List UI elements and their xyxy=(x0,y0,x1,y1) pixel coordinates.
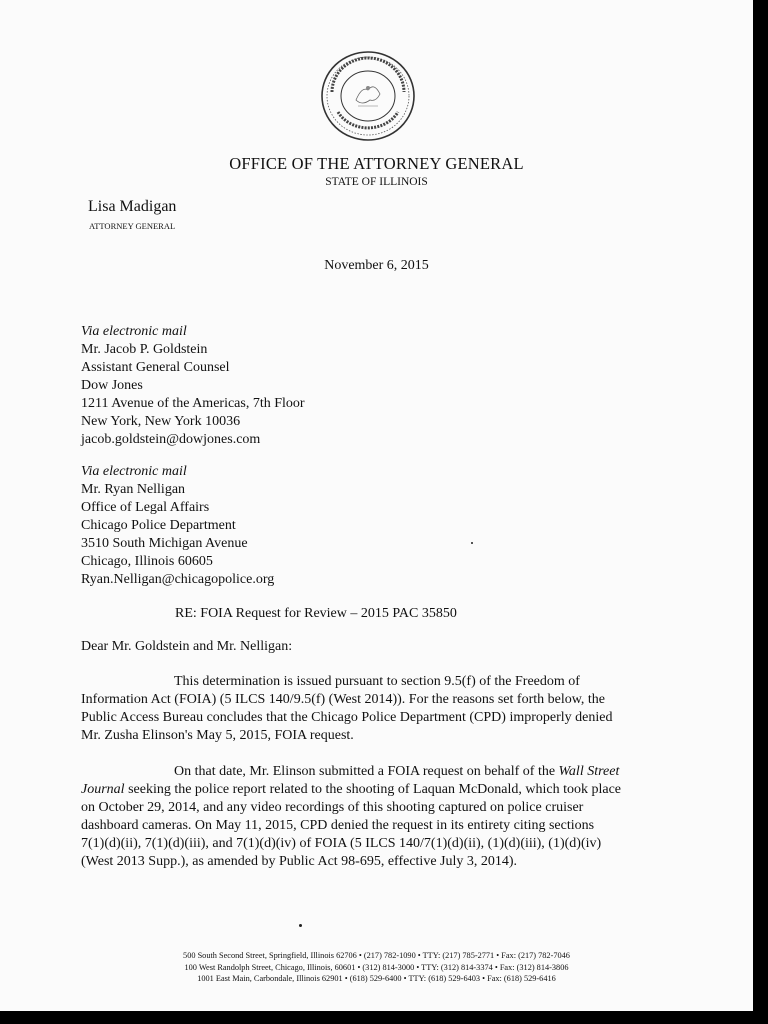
footer-line: 500 South Second Street, Springfield, Illinois 62706 • (217) 782-1090 • TTY: (217) 785-2771 • Fax: (217) 782-7046 xyxy=(183,951,570,960)
paragraph-line: This determination is issued pursuant to section 9.5(f) of the Freedom of xyxy=(174,674,580,689)
state-heading: STATE OF ILLINOIS xyxy=(325,176,428,188)
page-dot xyxy=(299,924,302,927)
publication-name: Journal xyxy=(81,782,125,797)
subject-line: RE: FOIA Request for Review – 2015 PAC 35850 xyxy=(175,606,457,621)
paragraph-line: Public Access Bureau concludes that the Chicago Police Department (CPD) improperly denied xyxy=(81,710,613,725)
paragraph-line: Mr. Zusha Elinson's May 5, 2015, FOIA request. xyxy=(81,728,354,743)
address-line: 1211 Avenue of the Americas, 7th Floor xyxy=(81,396,305,411)
paragraph-line xyxy=(81,781,621,799)
paragraph-line: on October 29, 2014, and any video recordings of this shooting captured on police cruiser xyxy=(81,800,584,815)
delivery-method: Via electronic mail xyxy=(81,464,187,479)
body-paragraph-1 xyxy=(81,673,612,745)
footer-line: 100 West Randolph Street, Chicago, Illinois, 60601 • (312) 814-3000 • TTY: (312) 814-3374 • Fax: (312) 814-3806 xyxy=(184,962,569,972)
footer-line: 1001 East Main, Carbondale, Illinois 62901 • (618) 529-6400 • TTY: (618) 529-6403 • Fax: (618) 529-6416 xyxy=(197,974,556,983)
paragraph-text: On that date, Mr. Elinson submitted a FOIA request on behalf of the xyxy=(174,764,559,779)
paragraph-line: Information Act (FOIA) (5 ILCS 140/9.5(f) (West 2014)). For the reasons set forth below, the xyxy=(81,692,606,707)
address-line: Office of Legal Affairs xyxy=(81,500,210,515)
body-paragraph-2 xyxy=(81,763,621,871)
address-line: Chicago Police Department xyxy=(81,518,236,533)
address-line: Dow Jones xyxy=(81,378,143,393)
delivery-method: Via electronic mail xyxy=(81,324,187,339)
letter-date: November 6, 2015 xyxy=(324,258,429,273)
email-address: jacob.goldstein@dowjones.com xyxy=(81,432,261,447)
scan-speck xyxy=(471,542,473,544)
paragraph-line: 7(1)(d)(ii), 7(1)(d)(iii), and 7(1)(d)(iv) of FOIA (5 ILCS 140/7(1)(d)(ii), (1)(d)(iii), (1)(d)(iv) xyxy=(81,836,602,851)
recipient-address-2 xyxy=(81,463,274,589)
address-line: New York, New York 10036 xyxy=(81,414,241,429)
email-address: Ryan.Nelligan@chicagopolice.org xyxy=(81,572,275,587)
office-addresses-footer xyxy=(0,950,753,985)
publication-name: Wall Street xyxy=(558,764,620,779)
address-line: Mr. Ryan Nelligan xyxy=(81,482,186,497)
paragraph-line: (West 2013 Supp.), as amended by Public Act 98-695, effective July 3, 2014). xyxy=(81,854,518,869)
attorney-general-name: Lisa Madigan xyxy=(88,198,177,215)
paragraph-line xyxy=(81,763,621,781)
address-line: Mr. Jacob P. Goldstein xyxy=(81,342,208,357)
address-line: 3510 South Michigan Avenue xyxy=(81,536,248,551)
address-line: Chicago, Illinois 60605 xyxy=(81,554,213,569)
recipient-address-1 xyxy=(81,323,305,449)
paragraph-line: dashboard cameras. On May 11, 2015, CPD denied the request in its entirety citing sections xyxy=(81,818,595,833)
address-line: Assistant General Counsel xyxy=(81,360,230,375)
office-heading: OFFICE OF THE ATTORNEY GENERAL xyxy=(229,154,524,173)
attorney-general-title: ATTORNEY GENERAL xyxy=(89,221,176,231)
salutation: Dear Mr. Goldstein and Mr. Nelligan: xyxy=(81,639,293,654)
paragraph-text: seeking the police report related to the shooting of Laquan McDonald, which took place xyxy=(124,782,622,797)
state-seal-logo xyxy=(312,44,424,148)
